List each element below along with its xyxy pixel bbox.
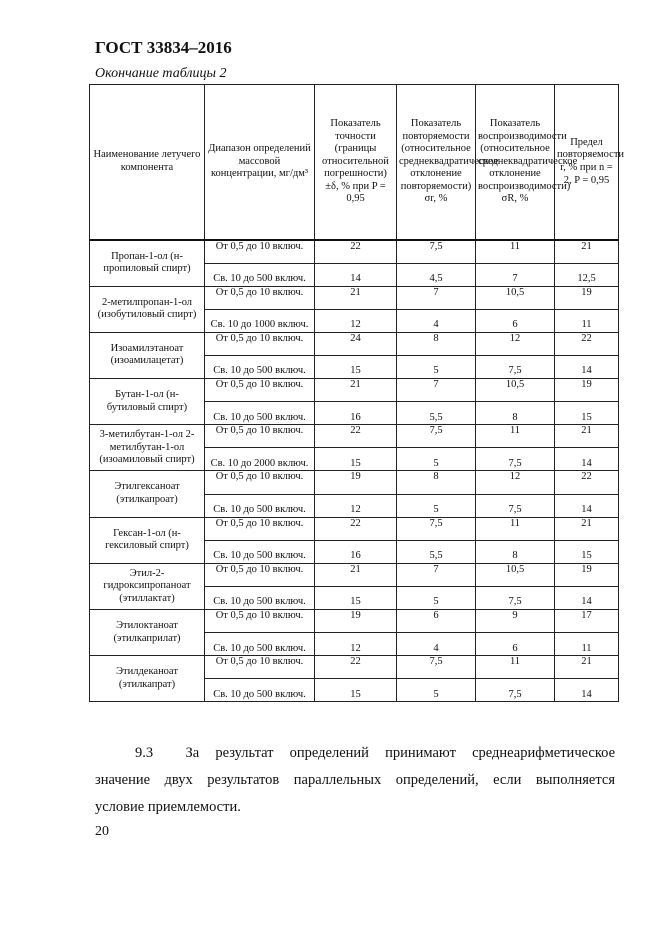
table-row	[90, 656, 619, 679]
repeatability-value: 7,5	[397, 517, 476, 540]
paragraph-9-3	[95, 740, 615, 821]
reproducibility-value: 7	[476, 263, 555, 286]
repeatability-value: 7,5	[397, 656, 476, 679]
concentration-range: Св. 10 до 500 включ.	[205, 263, 315, 286]
accuracy-value: 19	[315, 610, 397, 633]
table-row	[90, 517, 619, 540]
concentration-range: От 0,5 до 10 включ.	[205, 425, 315, 448]
repeatability-limit-value: 15	[555, 540, 619, 563]
reproducibility-value: 6	[476, 633, 555, 656]
reproducibility-value: 6	[476, 309, 555, 332]
repeatability-limit-value: 14	[555, 679, 619, 702]
repeatability-value: 4	[397, 309, 476, 332]
concentration-range: От 0,5 до 10 включ.	[205, 610, 315, 633]
reproducibility-value: 12	[476, 332, 555, 355]
table-header-row	[90, 85, 619, 241]
concentration-range: От 0,5 до 10 включ.	[205, 286, 315, 309]
repeatability-limit-value: 11	[555, 633, 619, 656]
repeatability-value: 7,5	[397, 240, 476, 263]
table-caption: Окончание таблицы 2	[95, 66, 227, 81]
component-name: Этилоктаноат (этилкаприлат)	[90, 610, 205, 656]
reproducibility-value: 10,5	[476, 563, 555, 586]
concentration-range: Св. 10 до 500 включ.	[205, 679, 315, 702]
precision-table	[89, 84, 625, 702]
repeatability-limit-value: 14	[555, 586, 619, 609]
accuracy-value: 12	[315, 309, 397, 332]
reproducibility-value: 9	[476, 610, 555, 633]
table-row	[90, 379, 619, 402]
reproducibility-value: 7,5	[476, 586, 555, 609]
table-row	[90, 563, 619, 586]
repeatability-value: 7	[397, 379, 476, 402]
repeatability-limit-value: 11	[555, 309, 619, 332]
component-name: Пропан-1-ол (н- пропиловый спирт)	[90, 240, 205, 286]
repeatability-limit-value: 22	[555, 332, 619, 355]
concentration-range: Св. 10 до 500 включ.	[205, 494, 315, 517]
reproducibility-value: 10,5	[476, 379, 555, 402]
accuracy-value: 12	[315, 494, 397, 517]
repeatability-value: 5	[397, 586, 476, 609]
component-name: Гексан-1-ол (н- гексиловый спирт)	[90, 517, 205, 563]
header-repeatability: Показатель повторяемости (относительное среднеквадратическое отклонение повторяемости) σr, %	[397, 85, 476, 241]
concentration-range: От 0,5 до 10 включ.	[205, 563, 315, 586]
repeatability-value: 8	[397, 471, 476, 494]
reproducibility-value: 7,5	[476, 494, 555, 517]
repeatability-value: 8	[397, 332, 476, 355]
reproducibility-value: 7,5	[476, 448, 555, 471]
table-row	[90, 286, 619, 309]
concentration-range: От 0,5 до 10 включ.	[205, 517, 315, 540]
concentration-range: От 0,5 до 10 включ.	[205, 379, 315, 402]
table-body	[90, 240, 619, 702]
accuracy-value: 21	[315, 379, 397, 402]
concentration-range: Св. 10 до 500 включ.	[205, 586, 315, 609]
concentration-range: От 0,5 до 10 включ.	[205, 656, 315, 679]
repeatability-limit-value: 21	[555, 517, 619, 540]
component-name: Этилдеканоат (этилкапрат)	[90, 656, 205, 702]
repeatability-limit-value: 22	[555, 471, 619, 494]
reproducibility-value: 8	[476, 402, 555, 425]
component-name: Этилгексаноат (этилкапроат)	[90, 471, 205, 517]
accuracy-value: 22	[315, 240, 397, 263]
reproducibility-value: 7,5	[476, 679, 555, 702]
table-row	[90, 471, 619, 494]
repeatability-value: 5	[397, 355, 476, 378]
repeatability-value: 5,5	[397, 540, 476, 563]
accuracy-value: 22	[315, 517, 397, 540]
component-name: Этил-2-гидроксипропаноат (этиллактат)	[90, 563, 205, 609]
accuracy-value: 15	[315, 355, 397, 378]
table-row	[90, 610, 619, 633]
repeatability-value: 4,5	[397, 263, 476, 286]
accuracy-value: 16	[315, 402, 397, 425]
repeatability-limit-value: 19	[555, 379, 619, 402]
table-row	[90, 240, 619, 263]
accuracy-value: 12	[315, 633, 397, 656]
repeatability-value: 4	[397, 633, 476, 656]
concentration-range: Св. 10 до 500 включ.	[205, 633, 315, 656]
reproducibility-value: 11	[476, 425, 555, 448]
accuracy-value: 22	[315, 656, 397, 679]
concentration-range: Св. 10 до 1000 включ.	[205, 309, 315, 332]
reproducibility-value: 11	[476, 240, 555, 263]
header-range: Диапазон определений массовой концентрации, мг/дм³	[205, 85, 315, 241]
repeatability-value: 6	[397, 610, 476, 633]
header-name: Наименование летучего компонента	[90, 85, 205, 241]
repeatability-limit-value: 21	[555, 425, 619, 448]
concentration-range: Св. 10 до 500 включ.	[205, 355, 315, 378]
concentration-range: От 0,5 до 10 включ.	[205, 240, 315, 263]
page-number: 20	[95, 824, 109, 839]
concentration-range: Св. 10 до 500 включ.	[205, 540, 315, 563]
component-name: Бутан-1-ол (н- бутиловый спирт)	[90, 379, 205, 425]
accuracy-value: 21	[315, 563, 397, 586]
paragraph-line-1: За результат определений принимают среднеарифметическое	[185, 745, 616, 761]
accuracy-value: 15	[315, 448, 397, 471]
concentration-range: От 0,5 до 10 включ.	[205, 332, 315, 355]
repeatability-value: 7	[397, 563, 476, 586]
repeatability-limit-value: 12,5	[555, 263, 619, 286]
component-name: 3-метилбутан-1-ол 2- метилбутан-1-ол (изоамиловый спирт)	[90, 425, 205, 471]
table-row	[90, 332, 619, 355]
paragraph-line-2: значение двух результатов параллельных определений, если выполняется	[95, 772, 615, 788]
repeatability-limit-value: 19	[555, 286, 619, 309]
header-reproducibility: Показатель воспроизводимости (относительное среднеквадратическое отклонение воспроизводимости) σR, %	[476, 85, 555, 241]
repeatability-limit-value: 21	[555, 656, 619, 679]
repeatability-value: 5	[397, 494, 476, 517]
accuracy-value: 14	[315, 263, 397, 286]
header-accuracy: Показатель точности (границы относительной погрешности) ±δ, % при P = 0,95	[315, 85, 397, 241]
repeatability-value: 5,5	[397, 402, 476, 425]
reproducibility-value: 11	[476, 517, 555, 540]
repeatability-limit-value: 14	[555, 494, 619, 517]
accuracy-value: 19	[315, 471, 397, 494]
accuracy-value: 22	[315, 425, 397, 448]
concentration-range: Св. 10 до 500 включ.	[205, 402, 315, 425]
accuracy-value: 15	[315, 679, 397, 702]
component-name: 2-метилпропан-1-ол (изобутиловый спирт)	[90, 286, 205, 332]
repeatability-value: 5	[397, 679, 476, 702]
repeatability-limit-value: 14	[555, 448, 619, 471]
reproducibility-value: 12	[476, 471, 555, 494]
header-limit: Предел повторяемости r, % при n = 2, P = 0,95	[555, 85, 619, 241]
repeatability-limit-value: 15	[555, 402, 619, 425]
repeatability-limit-value: 19	[555, 563, 619, 586]
repeatability-value: 7,5	[397, 425, 476, 448]
table-row	[90, 425, 619, 448]
accuracy-value: 16	[315, 540, 397, 563]
reproducibility-value: 7,5	[476, 355, 555, 378]
reproducibility-value: 8	[476, 540, 555, 563]
component-name: Изоамилэтаноат (изоамилацетат)	[90, 332, 205, 378]
accuracy-value: 21	[315, 286, 397, 309]
document-header: ГОСТ 33834–2016	[95, 38, 232, 57]
accuracy-value: 24	[315, 332, 397, 355]
reproducibility-value: 10,5	[476, 286, 555, 309]
repeatability-limit-value: 21	[555, 240, 619, 263]
accuracy-value: 15	[315, 586, 397, 609]
repeatability-value: 7	[397, 286, 476, 309]
paragraph-number: 9.3	[135, 745, 154, 761]
reproducibility-value: 11	[476, 656, 555, 679]
repeatability-value: 5	[397, 448, 476, 471]
repeatability-limit-value: 17	[555, 610, 619, 633]
repeatability-limit-value: 14	[555, 355, 619, 378]
concentration-range: Св. 10 до 2000 включ.	[205, 448, 315, 471]
paragraph-line-3: условие приемлемости.	[95, 799, 241, 815]
concentration-range: От 0,5 до 10 включ.	[205, 471, 315, 494]
